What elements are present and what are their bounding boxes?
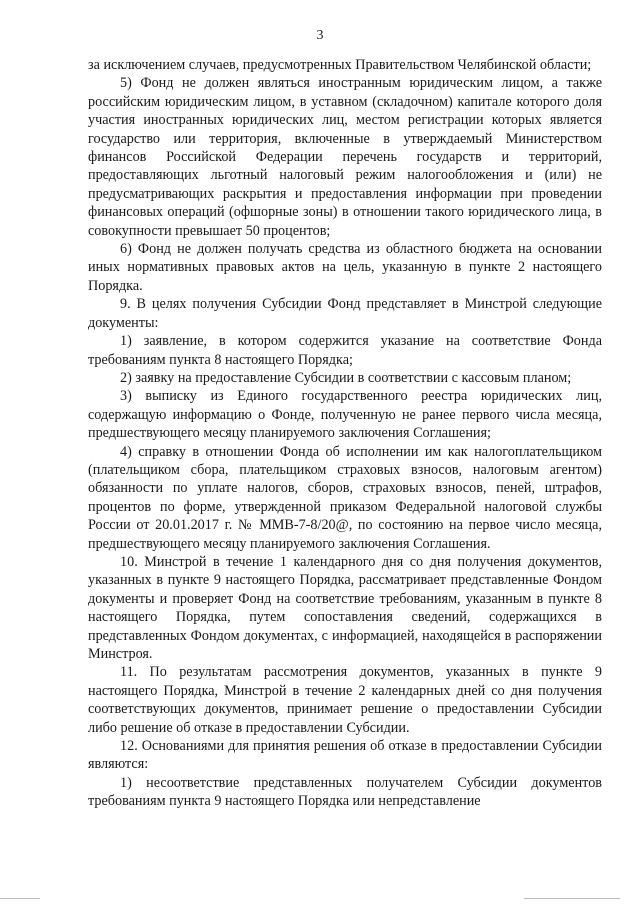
paragraph: 3) выписку из Единого государственного реестра юридических лиц, содержащую информацию о Фонде, полученную не ранее первого числа месяца, предшествующего месяцу планируемого заключения Соглашения;	[88, 388, 602, 442]
paragraph: 1) заявление, в котором содержится указание на соответствие Фонда требованиям пункта 8 настоящего Порядка;	[88, 333, 602, 368]
paragraph: 4) справку в отношении Фонда об исполнении им как налогоплательщиком (плательщиком сбора, плательщиком страховых взносов, налоговым агентом) обязанности по уплате налогов, сборов, страховых взносов, пеней, штрафов, процентов по форме, утвержденной приказом Федеральной налоговой службы России от 20.01.2017 г. № ММВ-7-8/20@, по состоянию на первое число месяца, предшествующего месяцу планируемого заключения Соглашения.	[88, 443, 602, 552]
paragraph: 9. В целях получения Субсидии Фонд представляет в Минстрой следующие документы:	[88, 296, 602, 331]
document-body	[88, 56, 602, 811]
paragraph: 2) заявку на предоставление Субсидии в соответствии с кассовым планом;	[120, 369, 572, 386]
paragraph: 6) Фонд не должен получать средства из областного бюджета на основании иных нормативных правовых актов на цель, указанную в пункте 2 настоящего Порядка.	[88, 241, 602, 294]
paragraph: за исключением случаев, предусмотренных Правительством Челябинской области;	[88, 57, 592, 73]
paragraph: 1) несоответствие представленных получателем Субсидии документов требованиям пункта 9 настоящего Порядка или непредставление	[88, 774, 602, 810]
paragraph: 12. Основаниями для принятия решения об отказе в предоставлении Субсидии являются:	[88, 738, 602, 773]
paragraph: 5) Фонд не должен являться иностранным юридическим лицом, а также российским юридическим лицом, в уставном (складочном) капитале которого доля участия иностранных юридических лиц, местом регистрации которых является государство или территория, включенные в утверждаемый Министерством финансов Российской Федерации перечень государств и территорий, предоставляющих льготный налоговый режим налогообложения и (или) не предусматривающих раскрытия и предоставления информации при проведении финансовых операций (офшорные зоны) в отношении такого юридического лица, в совокупности превышает 50 процентов;	[88, 75, 602, 239]
page-number: 3	[316, 28, 324, 43]
scan-edge-mark-right	[524, 898, 620, 899]
scan-edge-mark-left	[0, 898, 40, 899]
paragraph: 10. Минстрой в течение 1 календарного дня со дня получения документов, указанных в пункте 9 настоящего Порядка, рассматривает представленные Фондом документы и проверяет Фонд на соответствие требованиям, указанным в пункте 8 настоящего Порядка, путем сопоставления сведений, содержащихся в представленных Фондом документах, с информацией, находящейся в распоряжении Минстроя.	[88, 553, 602, 662]
paragraph: 11. По результатам рассмотрения документов, указанных в пункте 9 настоящего Порядка, Минстрой в течение 2 календарных дней со дня получения соответствующих документов, принимает решение о предоставлении Субсидии либо решение об отказе в предоставлении Субсидии.	[88, 664, 602, 736]
